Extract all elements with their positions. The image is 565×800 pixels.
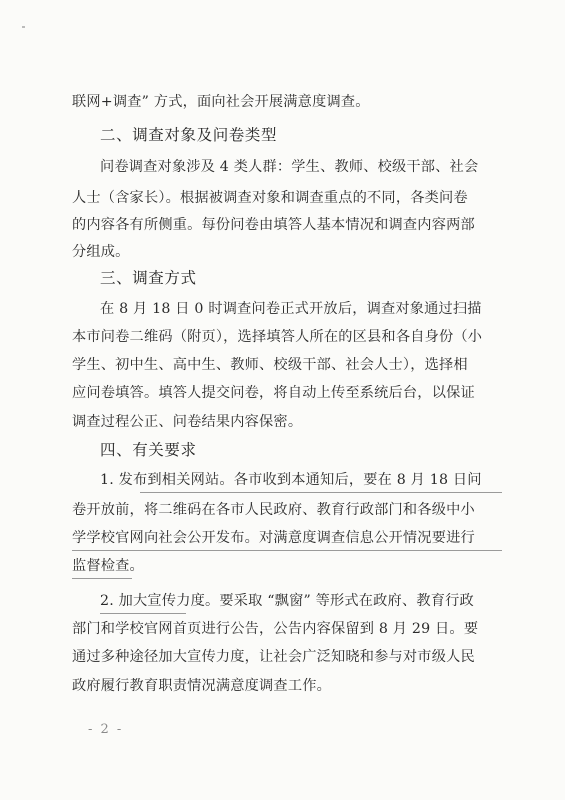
body-line: 的内容各有所侧重。每份问卷由填答人基本情况和调查内容两部 xyxy=(72,217,475,233)
body-line: 1. 发布到相关网站。各市收到本通知后，要在 8 月 18 日问 xyxy=(100,472,482,488)
scan-mark xyxy=(22,26,25,28)
section-heading-4: 四、有关要求 xyxy=(100,441,197,459)
body-line: 分组成。 xyxy=(72,244,130,260)
underline-mark xyxy=(100,613,186,614)
body-line: 应问卷填答。填答人提交问卷，将自动上传至系统后台，以保证 xyxy=(72,385,475,401)
page-number: - 2 - xyxy=(88,722,124,737)
underline-mark xyxy=(72,550,502,551)
section-heading-2: 二、调查对象及问卷类型 xyxy=(100,126,278,144)
body-line: 联网+调查” 方式，面向社会开展满意度调查。 xyxy=(72,94,370,110)
body-line: 监督检查。 xyxy=(72,558,144,574)
underline-mark xyxy=(72,578,132,579)
body-line: 2. 加大宣传力度。要采取 “飘窗” 等形式在政府、教育行政 xyxy=(100,593,474,609)
body-line: 本市问卷二维码（附页），选择填答人所在的区县和各自身份（小 xyxy=(72,329,483,345)
body-line: 卷开放前，将二维码在各市人民政府、教育行政部门和各级中小 xyxy=(72,502,475,518)
body-line: 学生、初中生、高中生、教师、校级干部、社会人士），选择相 xyxy=(72,357,468,373)
body-line: 问卷调查对象涉及 4 类人群：学生、教师、校级干部、社会 xyxy=(100,159,479,175)
body-line: 通过多种途径加大宣传力度，让社会广泛知晓和参与对市级人民 xyxy=(72,649,475,665)
body-line: 人士（含家长）。根据被调查对象和调查重点的不同，各类问卷 xyxy=(72,190,468,206)
body-line: 调查过程公正、问卷结果内容保密。 xyxy=(72,414,303,430)
body-line: 在 8 月 18 日 0 时调查问卷正式开放后，调查对象通过扫描 xyxy=(100,301,482,317)
body-line: 部门和学校官网首页进行公告，公告内容保留到 8 月 29 日。要 xyxy=(72,621,479,637)
underline-mark xyxy=(140,492,502,493)
body-line: 政府履行教育职责情况满意度调查工作。 xyxy=(72,678,331,694)
section-heading-3: 三、调查方式 xyxy=(100,269,197,287)
body-line: 学学校官网向社会公开发布。对满意度调查信息公开情况要进行 xyxy=(72,530,475,546)
